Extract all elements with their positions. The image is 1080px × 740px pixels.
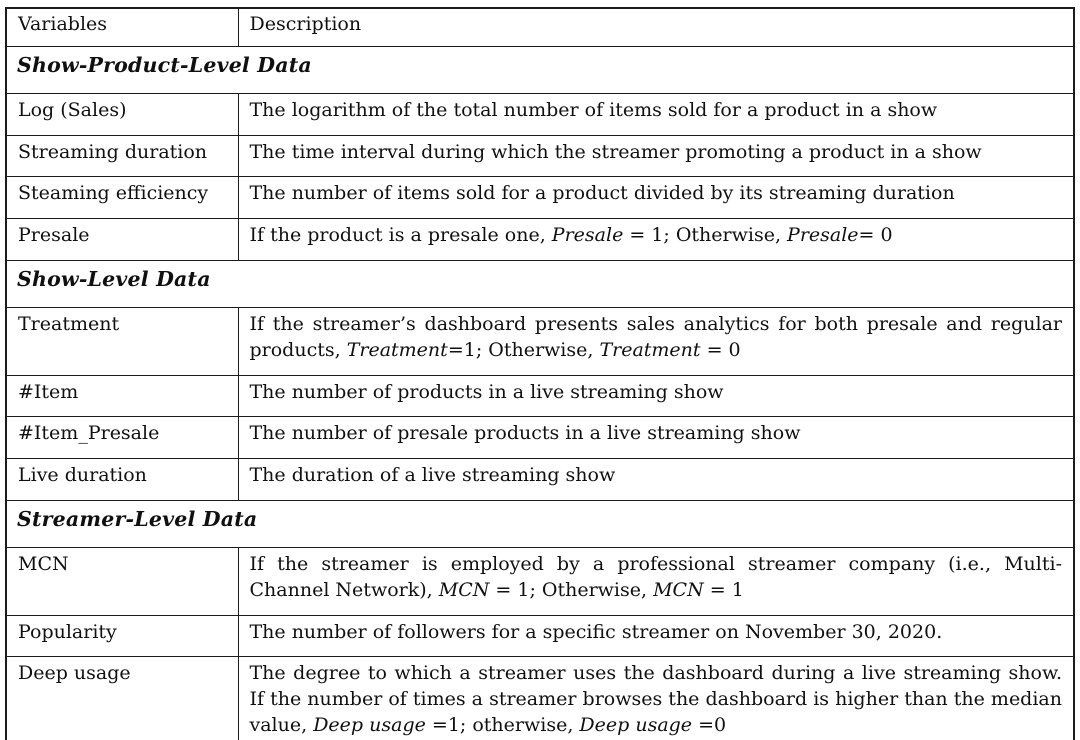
italic-variable-term: Presale [551, 224, 624, 247]
variable-cell: MCN [6, 547, 238, 615]
italic-variable-term: MCN [653, 578, 704, 601]
table-row [6, 417, 1074, 459]
table-row [6, 307, 1074, 375]
italic-variable-term: Deep usage [313, 714, 426, 737]
section-row [6, 46, 1074, 93]
table-row [6, 459, 1074, 501]
italic-variable-term: Treatment [599, 338, 701, 361]
section-title: Show-Product-Level Data [6, 46, 1074, 93]
description-cell: The logarithm of the total number of items sold for a product in a show [238, 93, 1074, 135]
table-row [6, 93, 1074, 135]
italic-variable-term: Treatment [346, 338, 448, 361]
variable-cell: Live duration [6, 459, 238, 501]
table-row [6, 219, 1074, 261]
variable-cell: Treatment [6, 307, 238, 375]
variable-cell: Log (Sales) [6, 93, 238, 135]
table-row [6, 615, 1074, 657]
table-row [6, 375, 1074, 417]
variable-cell: Presale [6, 219, 238, 261]
variables-description-table [5, 7, 1075, 740]
variable-cell: Streaming duration [6, 135, 238, 177]
description-cell: The number of presale products in a live streaming show [238, 417, 1074, 459]
description-cell: If the streamer is employed by a professional streamer company (i.e., Multi-Channel Network), MCN = 1; Otherwise, MCN = 1 [238, 547, 1074, 615]
description-cell: The degree to which a streamer uses the dashboard during a live streaming show. If the number of times a streamer browses the dashboard is higher than the median value, Deep usage =1; otherwise, Deep usage =0 [238, 657, 1074, 740]
italic-variable-term: Deep usage [579, 714, 693, 737]
description-cell: If the streamer’s dashboard presents sales analytics for both presale and regular products, Treatment=1; Otherwise, Treatment = 0 [238, 307, 1074, 375]
table-body [6, 46, 1074, 740]
variable-cell: #Item_Presale [6, 417, 238, 459]
table-row [6, 177, 1074, 219]
table-header-row [6, 8, 1074, 46]
section-row [6, 501, 1074, 548]
description-cell: The number of items sold for a product divided by its streaming duration [238, 177, 1074, 219]
variable-cell: #Item [6, 375, 238, 417]
variable-cell: Deep usage [6, 657, 238, 740]
section-title: Show-Level Data [6, 261, 1074, 308]
table-row [6, 547, 1074, 615]
column-header-variables: Variables [6, 8, 238, 46]
section-row [6, 261, 1074, 308]
variable-cell: Steaming efficiency [6, 177, 238, 219]
section-title: Streamer-Level Data [6, 501, 1074, 548]
description-cell: The number of products in a live streaming show [238, 375, 1074, 417]
column-header-description: Description [238, 8, 1074, 46]
description-cell: If the product is a presale one, Presale = 1; Otherwise, Presale= 0 [238, 219, 1074, 261]
table-row [6, 657, 1074, 740]
description-cell: The number of followers for a specific streamer on November 30, 2020. [238, 615, 1074, 657]
italic-variable-term: MCN [438, 578, 490, 601]
variable-cell: Popularity [6, 615, 238, 657]
description-cell: The duration of a live streaming show [238, 459, 1074, 501]
description-cell: The time interval during which the streamer promoting a product in a show [238, 135, 1074, 177]
italic-variable-term: Presale [787, 224, 859, 247]
table-row [6, 135, 1074, 177]
